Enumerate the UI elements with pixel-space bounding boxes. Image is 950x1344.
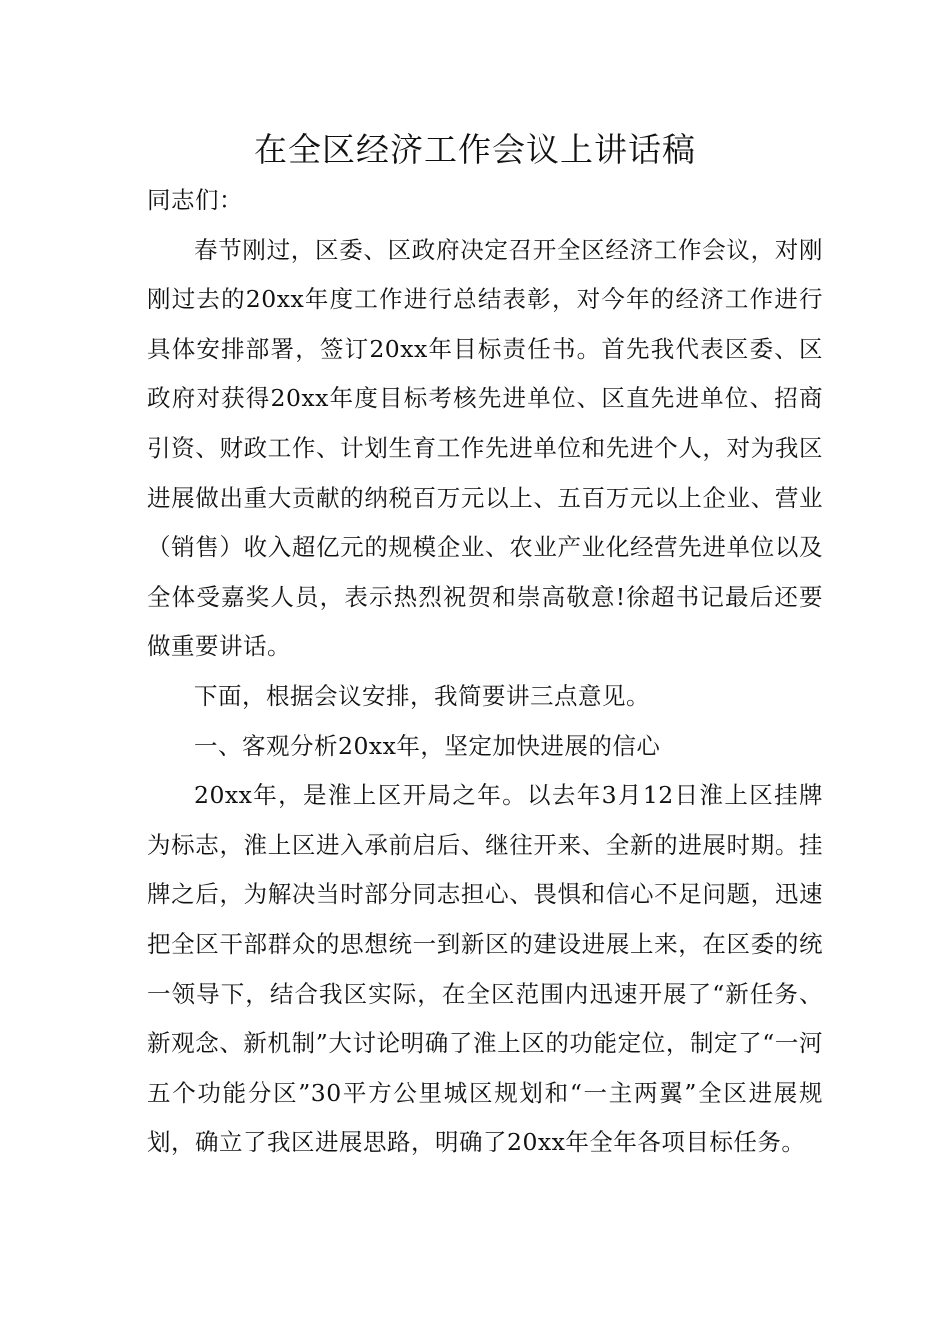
section-heading-one: 一、客观分析20xx年，坚定加快进展的信心 bbox=[194, 731, 661, 760]
paragraph-section-one: 20xx年，是淮上区开局之年。以去年3月12日淮上区挂牌为标志，淮上区进入承前启后、继往开来、全新的进展时期。挂牌之后，为解决当时部分同志担心、畏惧和信心不足问题，迅速把全区干部群众的思想统一到新区的建设进展上来，在区委的统一领导下，结合我区实际，在全区范围内迅速开展了“新任务、新观念、新机制”大讨论明确了淮上区的功能定位，制定了“一河五个功能分区”30平方公里城区规划和“一主两翼”全区进展规划，确立了我区进展思路，明确了20xx年全年各项目标任务。 bbox=[147, 781, 823, 1157]
paragraph-intro-points: 下面，根据会议安排，我简要讲三点意见。 bbox=[194, 681, 650, 710]
document-title: 在全区经济工作会议上讲话稿 bbox=[254, 130, 696, 169]
document-body bbox=[147, 176, 823, 1168]
salutation: 同志们： bbox=[147, 186, 243, 214]
paragraph-opening: 春节刚过，区委、区政府决定召开全区经济工作会议，对刚刚过去的20xx年度工作进行总结表彰，对今年的经济工作进行具体安排部署，签订20xx年目标责任书。首先我代表区委、区政府对获得20xx年度目标考核先进单位、区直先进单位、招商引资、财政工作、计划生育工作先进单位和先进个人，对为我区进展做出重大贡献的纳税百万元以上、五百万元以上企业、营业（销售）收入超亿元的规模企业、农业产业化经营先进单位以及全体受嘉奖人员，表示热烈祝贺和崇高敬意!徐超书记最后还要做重要讲话。 bbox=[147, 235, 823, 661]
